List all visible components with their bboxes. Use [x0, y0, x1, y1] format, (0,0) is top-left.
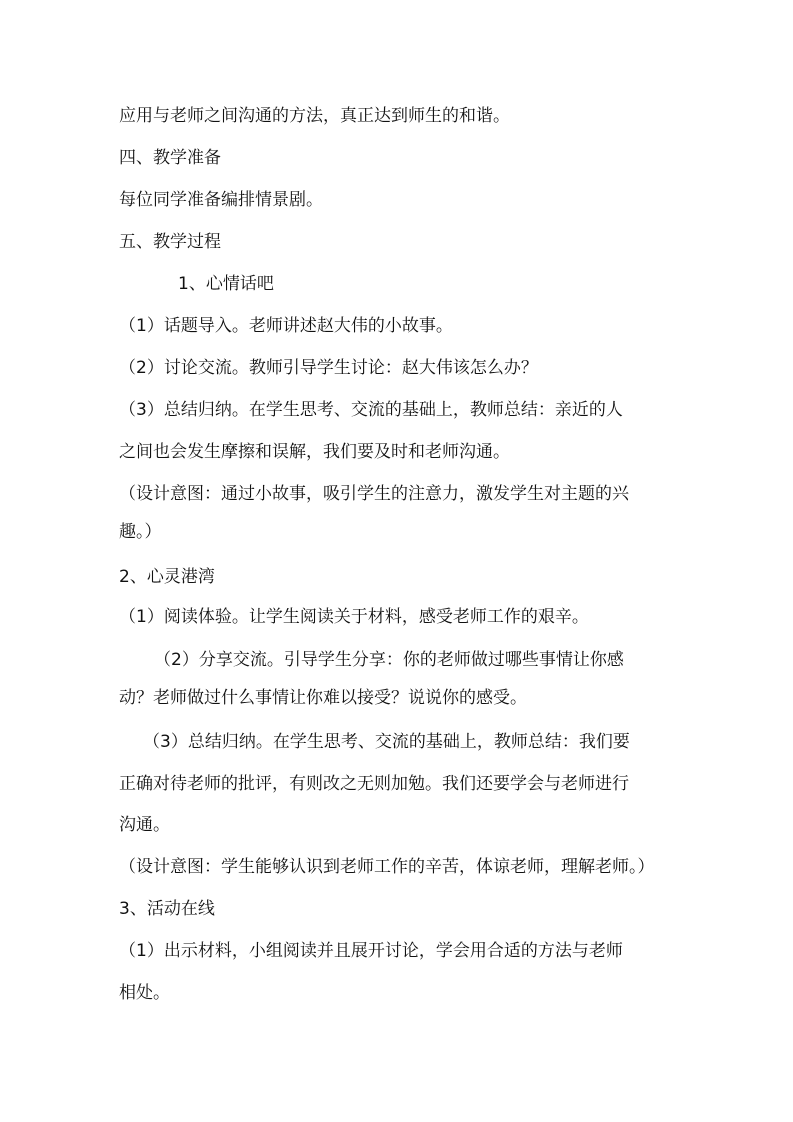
paragraph-line: （2）分享交流。引导学生分享：你的老师做过哪些事情让你感	[154, 650, 624, 670]
paragraph-line: 正确对待老师的批评，有则改之无则加勉。我们还要学会与老师进行	[119, 774, 629, 794]
design-intent-line: （设计意图：通过小故事，吸引学生的注意力，激发学生对主题的兴	[119, 484, 629, 504]
paragraph-line: （2）讨论交流。教师引导学生讨论：赵大伟该怎么办？	[119, 358, 538, 378]
paragraph-line: 每位同学准备编排情景剧。	[119, 190, 323, 210]
design-intent-line: 趣。）	[119, 522, 162, 542]
paragraph-line: （3）总结归纳。在学生思考、交流的基础上，教师总结：我们要	[143, 732, 630, 752]
paragraph-line: （1）阅读体验。让学生阅读关于材料，感受老师工作的艰辛。	[119, 607, 589, 627]
design-intent-line: （设计意图：学生能够认识到老师工作的辛苦，体谅老师，理解老师。）	[119, 857, 655, 877]
paragraph-line: （3）总结归纳。在学生思考、交流的基础上，教师总结：亲近的人	[119, 400, 623, 420]
paragraph-line: 动？老师做过什么事情让你难以接受？说说你的感受。	[119, 688, 527, 708]
paragraph-line: （1）出示材料，小组阅读并且展开讨论，学会用合适的方法与老师	[119, 941, 623, 961]
subsection-heading: 2、心灵港湾	[119, 567, 215, 587]
paragraph-line: 沟通。	[119, 815, 170, 835]
subsection-heading: 3、活动在线	[119, 899, 215, 919]
paragraph-line: 相处。	[119, 983, 170, 1003]
section-heading: 四、教学准备	[119, 148, 221, 168]
paragraph-line: 之间也会发生摩擦和误解，我们要及时和老师沟通。	[119, 442, 510, 462]
section-heading: 五、教学过程	[119, 232, 221, 252]
subsection-heading: 1、心情话吧	[178, 274, 274, 294]
paragraph-line: 应用与老师之间沟通的方法，真正达到师生的和谐。	[119, 106, 510, 126]
paragraph-line: （1）话题导入。老师讲述赵大伟的小故事。	[119, 316, 453, 336]
